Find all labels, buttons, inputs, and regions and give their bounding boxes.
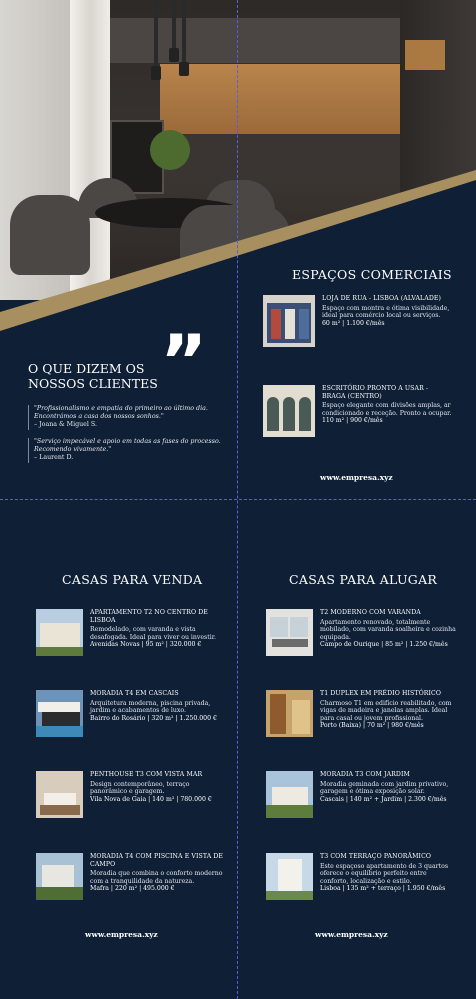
listing-desc: Remodelado, com varanda e vista desafogada. Ideal para viver ou investir. (90, 626, 216, 641)
listing-desc: Moradia que combina o conforto moderno com a tranquilidade da natureza. (90, 870, 223, 885)
listing-meta: Campo de Ourique | 85 m² | 1.250 €/mês (320, 641, 448, 649)
listing-desc: Design contemporâneo, terraço panorâmico e garagem. (90, 780, 190, 796)
historic-building-photo (266, 690, 313, 737)
listing-item[interactable] (36, 690, 226, 737)
listing-meta: Mafra | 220 m² | 495.000 € (90, 885, 175, 893)
shop-photo (263, 295, 315, 347)
listing-meta: Porto (Baixa) | 70 m² | 980 €/mês (320, 722, 424, 730)
listing-item[interactable] (266, 771, 456, 818)
listing-title: T3 COM TERRAÇO PANORÂMICO (320, 853, 432, 860)
listing-desc: Apartamento renovado, totalmente mobilado, com varanda soalheira e cozinha equipada. (320, 618, 456, 641)
listing-desc: Moradia geminada com jardim privativo, garagem e ótima exposição solar. (320, 780, 449, 796)
listing-meta: Cascais | 140 m² + Jardim | 2.300 €/mês (320, 795, 447, 803)
listing-meta: 60 m² | 1.100 €/mês (322, 319, 385, 327)
website-link[interactable]: www.empresa.xyz (85, 930, 158, 939)
venda-heading: CASAS PARA VENDA (62, 572, 203, 587)
listing-title: ESCRITÓRIO PRONTO A USAR - BRAGA (CENTRO) (322, 385, 429, 400)
diagonal-band (0, 0, 476, 340)
penthouse-bedroom-photo (36, 771, 83, 818)
terrace-building-photo (266, 853, 313, 900)
listing-desc: Charmoso T1 em edifício reabilitado, com vigas de madeira e janelas amplas. Ideal para casal ou jovem profissional. (320, 699, 452, 722)
listing-item[interactable] (263, 385, 453, 437)
listing-item[interactable] (36, 771, 226, 818)
listing-title: PENTHOUSE T3 COM VISTA MAR (90, 771, 203, 778)
listing-meta: Avenidas Novas | 95 m² | 320.000 € (90, 641, 202, 649)
listing-title: APARTAMENTO T2 NO CENTRO DE LISBOA (90, 609, 208, 624)
listing-desc: Espaço com montra e ótima visibilidade, ideal para comércio local ou serviços. (322, 304, 450, 320)
website-link[interactable]: www.empresa.xyz (320, 473, 393, 482)
testimonials-heading: O QUE DIZEM OS NOSSOS CLIENTES (28, 361, 158, 391)
testimonial-item: "Profissionalismo e empatia do primeiro ao último dia. Encontrámos a casa dos nossos sonhos." – Joana & Miguel S. (28, 405, 234, 430)
office-building-photo (263, 385, 315, 437)
listing-meta: Vila Nova de Gaia | 140 m² | 780.000 € (90, 795, 212, 803)
quote-icon: ” (160, 319, 208, 403)
listing-title: T1 DUPLEX EM PRÉDIO HISTÓRICO (320, 690, 442, 697)
comerciais-heading: ESPAÇOS COMERCIAIS (292, 267, 452, 282)
listing-desc: Espaço elegante com divisões amplas, ar condicionado e receção. Pronto a ocupar. (322, 402, 452, 417)
villa-photo (36, 690, 83, 737)
listing-title: LOJA DE RUA - LISBOA (ALVALADE) (322, 295, 442, 302)
listing-item[interactable] (263, 295, 453, 347)
listing-desc: Arquitetura moderna, piscina privada, jardim e acabamentos de luxo. (90, 699, 211, 715)
listing-item[interactable] (266, 690, 456, 737)
listing-item[interactable] (266, 853, 456, 900)
listing-title: MORADIA T4 EM CASCAIS (90, 690, 179, 697)
listing-item[interactable] (36, 609, 226, 656)
apartment-photo (36, 609, 83, 656)
website-link[interactable]: www.empresa.xyz (315, 930, 388, 939)
garden-house-photo (266, 771, 313, 818)
testimonial-item: "Serviço impecável e apoio em todas as fases do processo. Recomendo vivamente." – Laurent D. (28, 438, 234, 463)
alugar-heading: CASAS PARA ALUGAR (289, 572, 438, 587)
listing-title: MORADIA T3 COM JARDIM (320, 771, 410, 778)
modern-flat-photo (266, 609, 313, 656)
listing-item[interactable] (266, 609, 456, 656)
listing-meta: Lisboa | 135 m² + terraço | 1.950 €/mês (320, 885, 446, 893)
listing-desc: Este espaçoso apartamento de 3 quartos oferece o equilíbrio perfeito entre conforto, localização e estilo. (320, 862, 448, 885)
country-villa-photo (36, 853, 83, 900)
center-horizontal-guide (0, 499, 476, 500)
listing-meta: 110 m² | 900 €/mês (322, 417, 383, 425)
listing-title: MORADIA T4 COM PISCINA E VISTA DE CAMPO (90, 853, 224, 868)
listing-title: T2 MODERNO COM VARANDA (320, 609, 421, 616)
listing-meta: Bairro do Rosário | 320 m² | 1.250.000 € (90, 714, 217, 722)
listing-item[interactable] (36, 853, 226, 900)
